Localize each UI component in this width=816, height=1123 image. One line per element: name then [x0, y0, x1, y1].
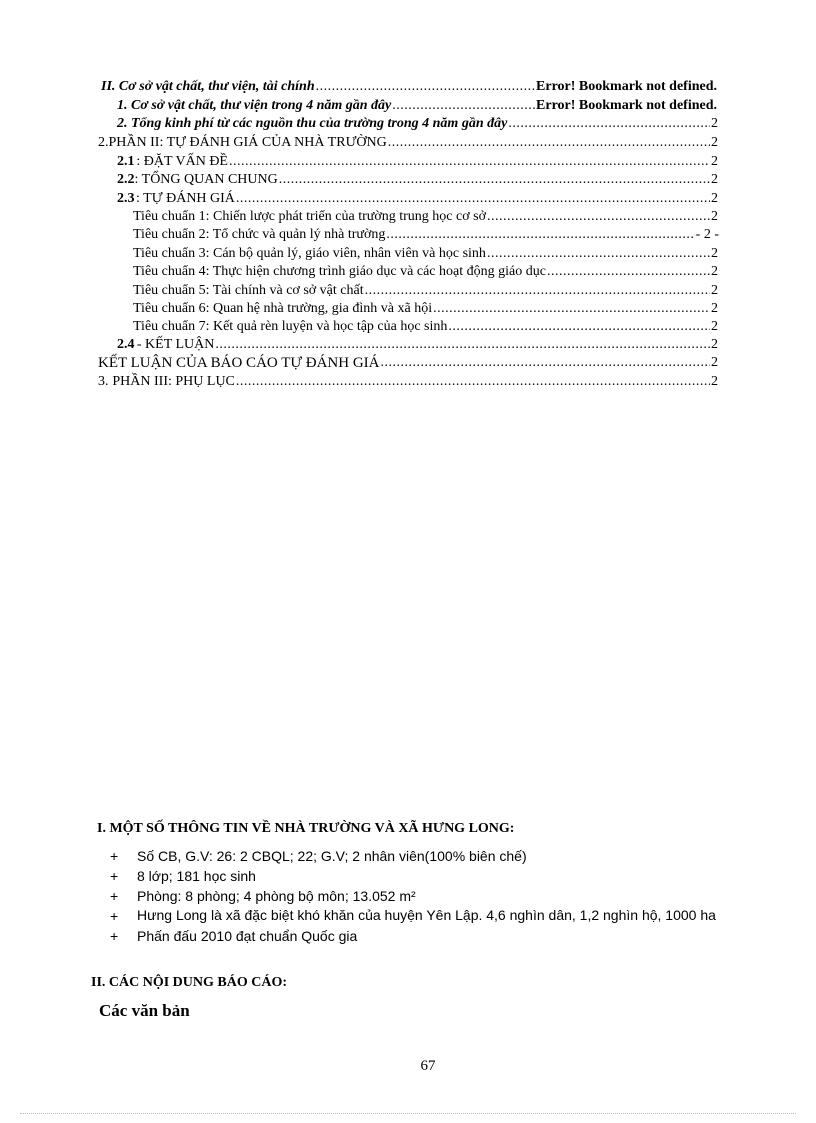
- toc-entry-title: Tiêu chuẩn 1: Chiến lược phát triển của trường trung học cơ sở: [133, 209, 486, 224]
- toc-entry-title: - KẾT LUẬN: [136, 337, 215, 352]
- toc-leader-dots: [487, 209, 710, 225]
- toc-entry-title: PHẦN II: TỰ ĐÁNH GIÁ CỦA NHÀ TRƯỜNG: [108, 135, 387, 150]
- toc-entry-page: 2: [711, 319, 718, 334]
- toc-entry[interactable]: [133, 317, 718, 335]
- toc-entry-title: : TỔNG QUAN CHUNG: [134, 172, 278, 187]
- list-item: [110, 907, 760, 926]
- toc-entry[interactable]: [117, 189, 718, 207]
- toc-entry-page: 2: [711, 209, 718, 224]
- toc-entry[interactable]: [117, 170, 718, 188]
- toc-entry-page: 2: [711, 154, 718, 169]
- toc-leader-dots: [229, 154, 710, 170]
- section-heading-info: I. MỘT SỐ THÔNG TIN VỀ NHÀ TRƯỜNG VÀ XÃ HƯNG LONG:: [97, 821, 515, 836]
- list-item-text: Phòng: 8 phòng; 4 phòng bộ môn; 13.052 m²: [137, 888, 416, 904]
- toc-entry-page: 2: [711, 283, 718, 298]
- toc-entry[interactable]: [133, 207, 718, 225]
- toc-entry-page: 2: [711, 337, 718, 352]
- toc-leader-dots: [215, 337, 710, 353]
- list-item-text: 8 lớp; 181 học sinh: [137, 868, 256, 884]
- toc-entry-page: 2: [711, 135, 718, 150]
- toc-entry[interactable]: [98, 353, 718, 371]
- bullet-plus-icon: +: [110, 868, 119, 884]
- toc-leader-dots: [386, 227, 694, 243]
- toc-entry[interactable]: [117, 114, 718, 132]
- toc-entry-title: II. Cơ sở vật chất, thư viện, tài chính: [101, 79, 315, 94]
- toc-entry-page: 2: [711, 374, 718, 389]
- toc-entry-page: Error! Bookmark not defined.: [536, 79, 717, 94]
- toc-entry[interactable]: [117, 96, 717, 114]
- toc-entry[interactable]: [133, 244, 718, 262]
- list-item-text: Hưng Long là xã đặc biệt khó khăn của huyện Yên Lập. 4,6 nghìn dân, 1,2 nghìn hộ, 1000 ha: [137, 907, 716, 923]
- toc-entry-title: Tiêu chuẩn 4: Thực hiện chương trình giáo dục và các hoạt động giáo dục: [133, 264, 546, 279]
- toc-entry-title: : ĐẶT VẤN ĐỀ: [136, 154, 228, 169]
- list-item: [110, 927, 760, 946]
- toc-entry-page: 2: [711, 264, 718, 279]
- toc-entry-title: PHẦN III: PHỤ LỤC: [112, 374, 235, 389]
- toc-entry-page: 2: [711, 172, 718, 187]
- list-item: [110, 867, 760, 886]
- toc-entry-title: 2. Tổng kinh phí từ các nguồn thu của trường trong 4 năm gần đây: [117, 116, 508, 131]
- toc-leader-dots: [316, 79, 535, 95]
- toc-entry[interactable]: [98, 133, 718, 151]
- list-item: [110, 847, 760, 866]
- section-heading-contents: II. CÁC NỘI DUNG BÁO CÁO:: [91, 975, 288, 990]
- toc-leader-dots: [433, 301, 710, 317]
- toc-leader-dots: [487, 246, 710, 262]
- toc-entry-title: : TỰ ĐÁNH GIÁ: [136, 191, 235, 206]
- toc-leader-dots: [381, 355, 711, 371]
- bullet-plus-icon: +: [110, 848, 119, 864]
- list-item-text: Phấn đấu 2010 đạt chuẩn Quốc gia: [137, 928, 358, 944]
- toc-entry-title: Tiêu chuẩn 5: Tài chính và cơ sở vật chất: [133, 283, 364, 298]
- toc-entry[interactable]: [133, 281, 718, 299]
- toc-entry[interactable]: [101, 77, 717, 95]
- toc-entry[interactable]: [133, 262, 718, 280]
- toc-entry-title: Tiêu chuẩn 2: Tổ chức và quản lý nhà trường: [133, 227, 386, 242]
- toc-entry-page: Error! Bookmark not defined.: [536, 98, 717, 113]
- toc-entry-title: Tiêu chuẩn 3: Cán bộ quản lý, giáo viên, nhân viên và học sinh: [133, 246, 486, 261]
- toc-entry-page: 2: [711, 191, 718, 206]
- toc-entry-page: - 2 -: [695, 227, 719, 242]
- toc-entry-number: 2.: [98, 135, 109, 150]
- bullet-plus-icon: +: [110, 888, 119, 904]
- toc-leader-dots: [448, 319, 710, 335]
- bullet-plus-icon: +: [110, 928, 119, 944]
- toc-entry-number: 2.2: [117, 172, 135, 187]
- toc-entry-title: KẾT LUẬN CỦA BÁO CÁO TỰ ĐÁNH GIÁ: [98, 355, 380, 371]
- toc-entry-page: 2: [711, 246, 718, 261]
- toc-leader-dots: [508, 116, 710, 132]
- toc-entry-number: 2.1: [117, 154, 135, 169]
- toc-leader-dots: [365, 283, 710, 299]
- toc-entry-page: 2: [711, 116, 718, 131]
- toc-leader-dots: [236, 191, 710, 207]
- footer-divider: [20, 1113, 796, 1114]
- toc-entry-number: 3.: [98, 374, 109, 389]
- toc-entry[interactable]: [98, 372, 718, 390]
- toc-entry[interactable]: [133, 225, 719, 243]
- toc-leader-dots: [279, 172, 710, 188]
- toc-entry-number: 2.4: [117, 337, 135, 352]
- toc-entry-page: 2: [711, 301, 718, 316]
- subheading-documents: Các văn bản: [99, 1001, 190, 1020]
- toc-entry-title: Tiêu chuẩn 7: Kết quả rèn luyện và học tập của học sinh: [133, 319, 448, 334]
- info-bullet-list: [110, 847, 760, 947]
- toc-entry[interactable]: [117, 335, 718, 353]
- toc-leader-dots: [547, 264, 710, 280]
- toc-entry-title: Tiêu chuẩn 6: Quan hệ nhà trường, gia đình và xã hội: [133, 301, 433, 316]
- toc-entry[interactable]: [117, 152, 718, 170]
- toc-leader-dots: [236, 374, 710, 390]
- toc-entry-page: 2: [711, 355, 718, 370]
- page-number: 67: [420, 1058, 436, 1074]
- toc-entry-title: 1. Cơ sở vật chất, thư viện trong 4 năm gần đây: [117, 98, 392, 113]
- list-item-text: Số CB, G.V: 26: 2 CBQL; 22; G.V; 2 nhân viên(100% biên chế): [137, 848, 527, 864]
- bullet-plus-icon: +: [110, 908, 119, 924]
- toc-leader-dots: [388, 135, 710, 151]
- toc-leader-dots: [392, 98, 535, 114]
- list-item: [110, 887, 760, 906]
- toc-entry[interactable]: [133, 299, 718, 317]
- toc-entry-number: 2.3: [117, 191, 135, 206]
